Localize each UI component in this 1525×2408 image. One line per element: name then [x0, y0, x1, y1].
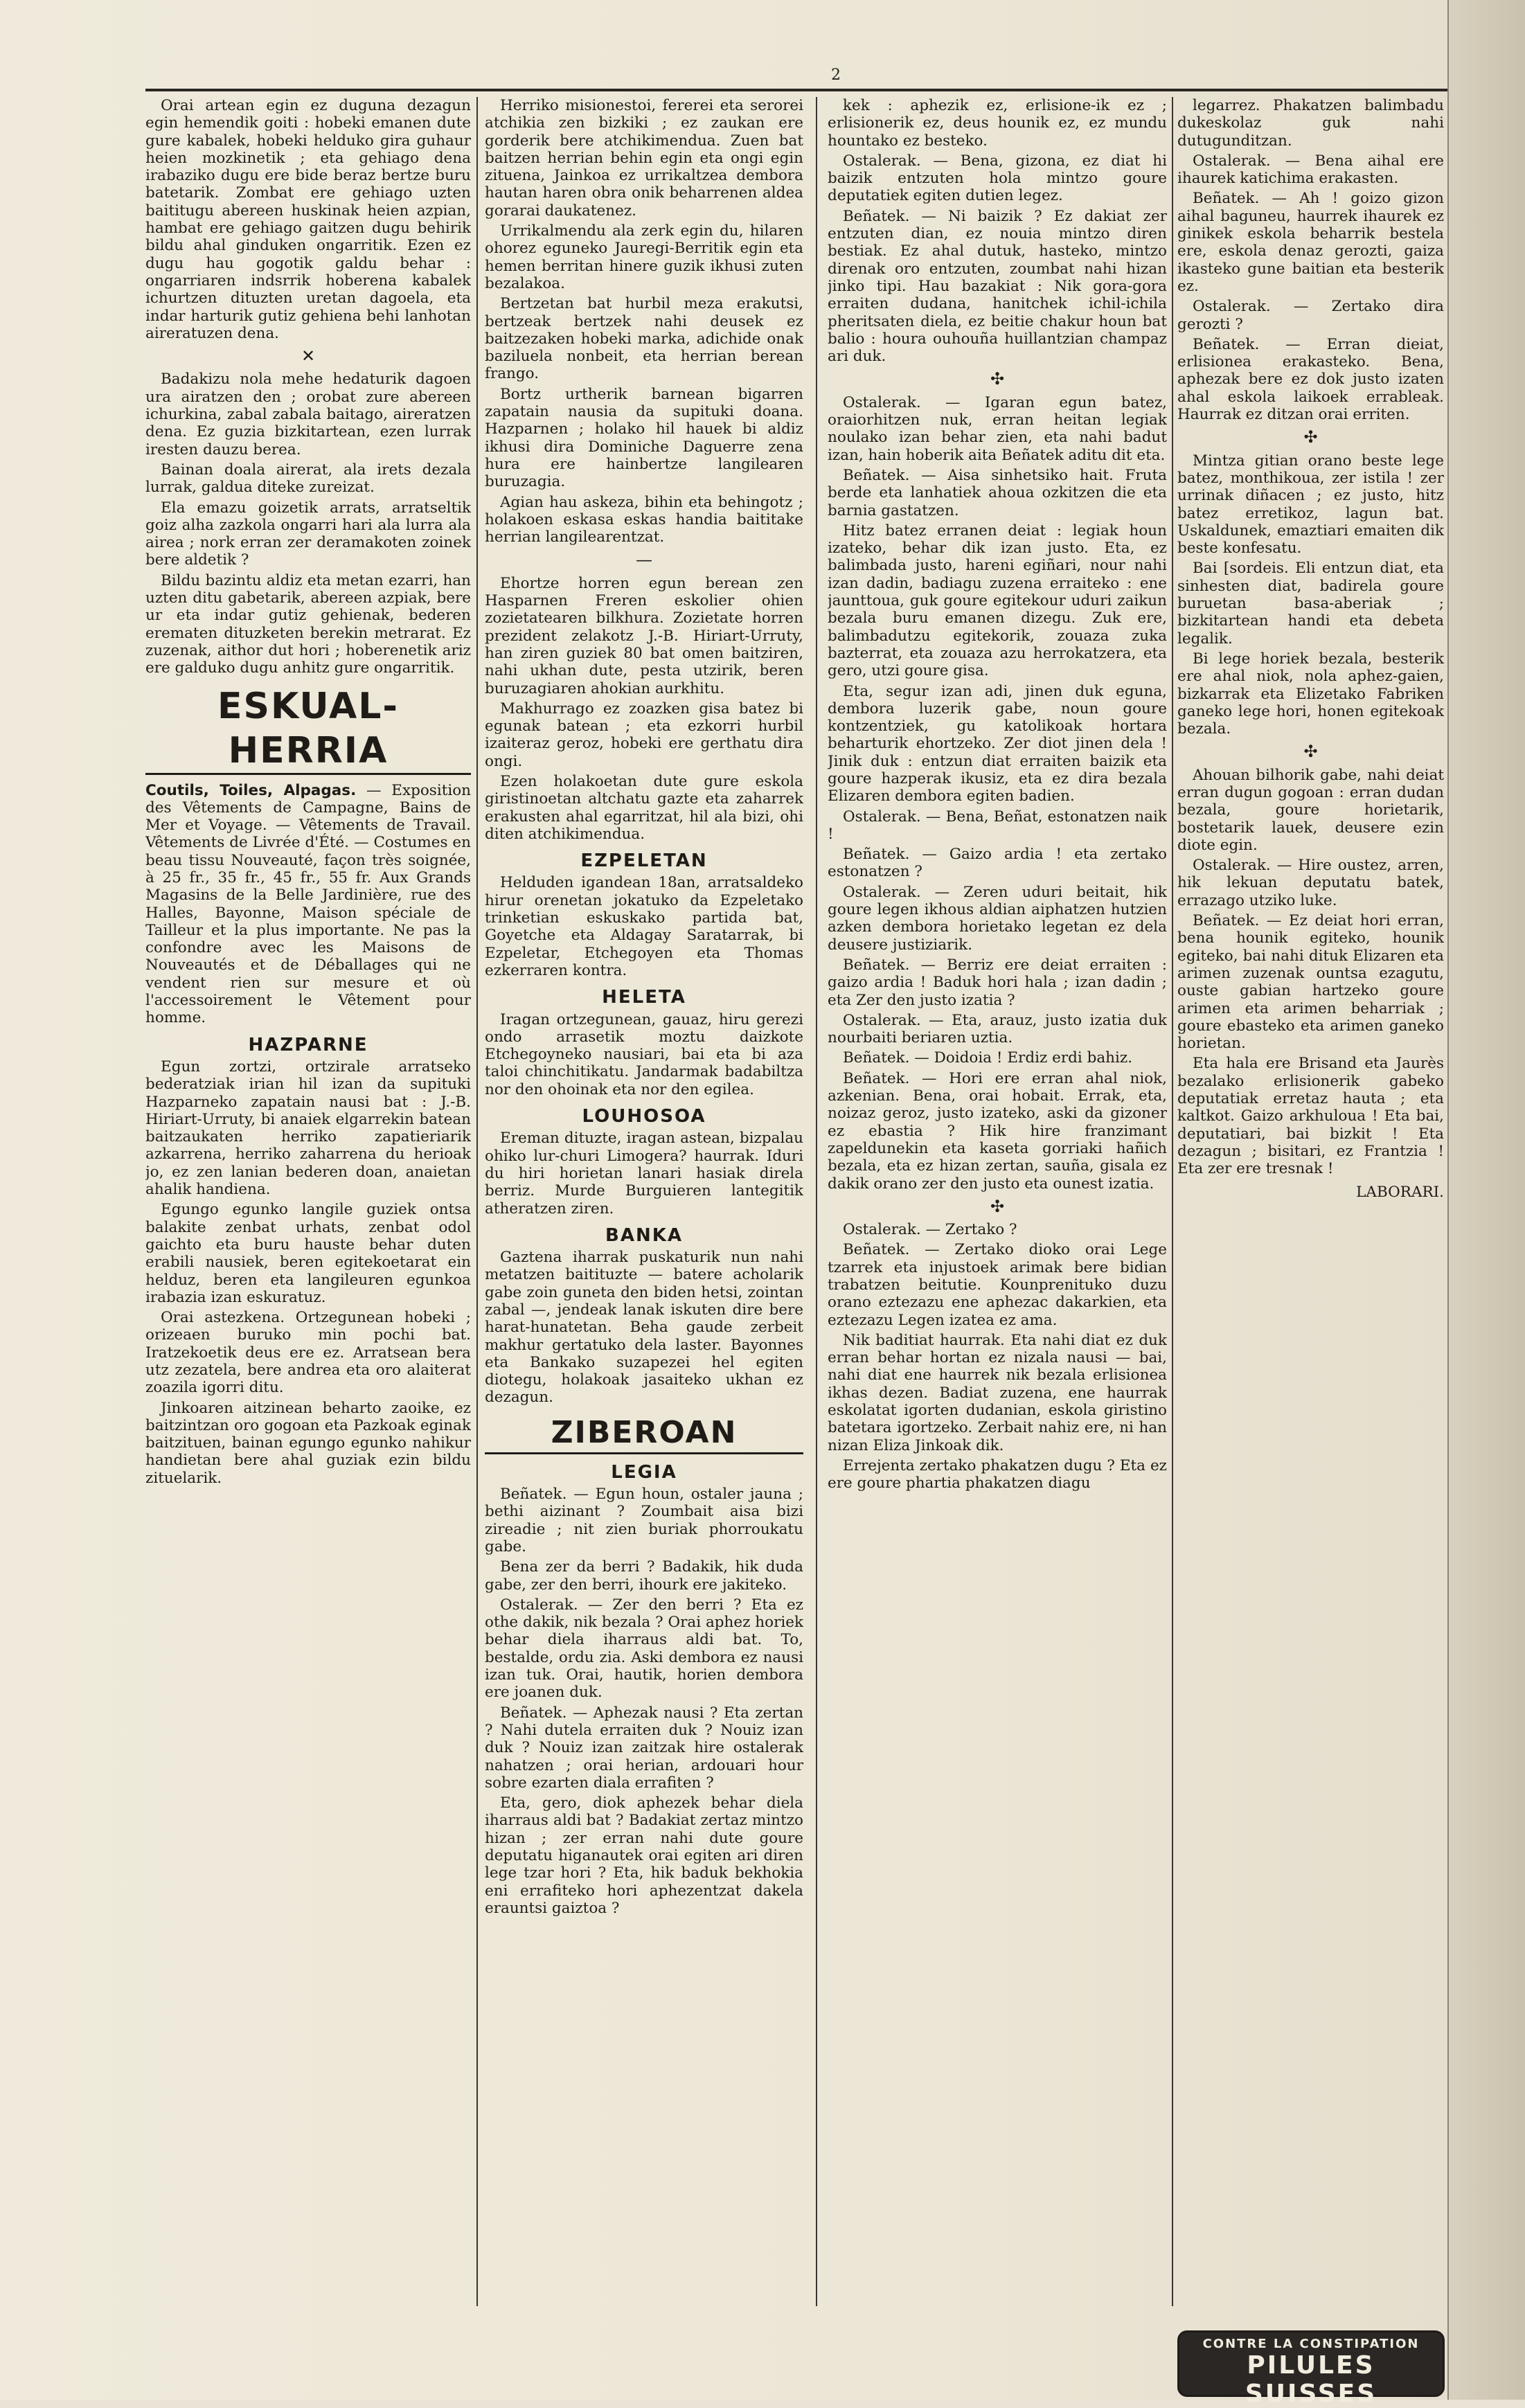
separator-rule: —: [636, 550, 652, 570]
column-rule-1: [476, 97, 478, 2306]
advertisement: [145, 782, 471, 1027]
paragraph: Ostalerak. — Hire oustez, arren, hik lekuan deputatu batek, errazago utziko luke.: [1177, 857, 1444, 909]
separator-cross: ✕: [301, 346, 316, 366]
paragraph: Bi lege horiek bezala, besterik ere ahal niok, nola aphez-gaien, bizkarrak eta Elizetako Fabriken ganeko lege hori, honen egitekoak bezala.: [1177, 650, 1444, 738]
paragraph: Makhurrago ez zoazken gisa batez bi egunak batean ; eta ezkorri hurbil izaiteraz geroz, hobeki ere gerthatu dira ongi.: [485, 699, 803, 770]
paragraph: Eta hala ere Brisand eta Jaurès bezalako erlisionerik gabeko deputatiak erretaz hauta ; eta kaltkot. Gaizo arkhuloua ! Eta bai, deputatiari, bai bizkit ! Eta dezagun ; bisitari, ez Frantzia ! Eta zer ere tresnak !: [1177, 1055, 1444, 1178]
separator-ornament: ✣: [990, 1196, 1005, 1216]
paragraph: Bai [sordeis. Eli entzun diat, eta sinhesten diat, badirela goure buruetan basa-aberiak ; bizkitartean handi eta debeta legalik.: [1177, 560, 1444, 648]
separator-ornament: ✣: [990, 369, 1005, 389]
paragraph: Beñatek. — Aisa sinhetsiko hait. Fruta berde eta lanhatiek ahoua ozkitzen die eta barnia gastatzen.: [828, 466, 1167, 519]
paragraph: Orai astezkena. Ortzegunean hobeki ; orizeaen buruko min pochi bat. Iratzekoetik deus ere ez. Arratsean bera utz zezatela, bere andrea eta oro alaiterat zoazila igorri ditu.: [145, 1309, 471, 1397]
paragraph: Mintza gitian orano beste lege batez, monthikoua, zer istila ! zer urrinak diñacen ; ez justo, hitz batez erretikoz, lagun bat. Uskaldunek, emaztiari emaiten dik beste konfesatu.: [1177, 452, 1444, 558]
paragraph: Orai artean egin ez duguna dezagun egin hemendik goiti : hobeki emanen dute gure kabalek, hobeki helduko gira guhaur heien mozkinetik ; eta gehiago dena irabaziko dugu ere bide beraz bertze buru batetarik. Zombat ere gehiago uzten baititugu abereen huskinak heien azpian, hambat ere gehiago gaitzen dugu behirik bildu ahal ginduken ongarritik. Ezen ez dugu hau gogotik galdu behar : ongarriaren indsrrik hoberena kabalek ichurtzen dituzten uretan dagoela, eta indar harturik gutiz gehiena behi lanhotan aireratuzen dena.: [145, 97, 471, 342]
column-2: [485, 97, 803, 2327]
paragraph: Beñatek. — Berriz ere deiat erraiten : gaizo ardia ! Baduk hori hala ; izan dadin ; eta Zer den justo izatia ?: [828, 956, 1167, 1009]
paragraph: Errejenta zertako phakatzen dugu ? Eta ez ere goure phartia phakatzen diagu: [828, 1456, 1167, 1492]
section-masthead-ziberoan: ZIBEROAN: [485, 1413, 803, 1454]
paragraph: Hitz batez erranen deiat : legiak houn izateko, behar dik izan justo. Eta, ez balimbada justo, hareni egiñari, nour nahi izan dadin, badiagu zuzena erraiteko : ene jaunttoua, guk goure egitekour uduri zaikun bezala buru emanen dizegu. Zuk ere, balimbadutzu egitekorik, zouaza zuka bazterrat, eta zouaza azu herrokatzera, eta gero, utzi goure gisa.: [828, 521, 1167, 680]
paragraph: Bildu bazintu aldiz eta metan ezarri, han uzten ditu gabetarik, abereen azpiak, bere ur eta indar gutiz gehienak, bederen erematen dituzketen berekin metrarat. Ez zuzenak, aithor dut hori ; hoberenetik ariz ere galduko dugu anhitz gure ongarritik.: [145, 571, 471, 677]
column-3: [828, 97, 1167, 2327]
signature: LABORARI.: [1356, 1183, 1444, 1201]
paragraph: Bena zer da berri ? Badakik, hik duda gabe, zer den berri, ihourk ere jakiteko.: [485, 1558, 803, 1594]
paragraph: Badakizu nola mehe hedaturik dagoen ura airatzen den ; orobat zure abereen ichurkina, zabal zabala baitago, aireratzen dena. Ez guzia bizkitartean, ezen lurrak iresten dauzu berea.: [145, 371, 471, 458]
heading-hazparne: HAZPARNE: [248, 1034, 368, 1055]
paragraph: Herriko misionestoi, fererei eta serorei atchikia zen bizkiki ; ez zaukan ere gorderik bere atchikimendua. Zuen bat baitzen herrian behin egin eta ongi egin zituena, Jainkoa ez urrikaltzea dembora hautan haren obra onik beharrenen aldea gorarai daukatenez.: [485, 97, 803, 220]
paragraph: Eta, segur izan adi, jinen duk eguna, dembora luzerik gabe, noun goure kontzentziek, gu katolikoak hortara beharturik ehortzeko. Zer diot jinen dela ! Jinik duk : entzun diat erraiten baizik eta goure hazperak ikusiz, eta ez dira bezala Elizaren dembora egiten badien.: [828, 682, 1167, 805]
heading-banka: BANKA: [605, 1224, 683, 1246]
column-rule-2: [816, 97, 817, 2306]
heading-heleta: HELETA: [602, 987, 686, 1008]
paragraph: Gaztena iharrak puskaturik nun nahi metatzen baitituzte — batere acholarik gabe zoin guneta den biden hetsi, zointan zabal —, jendeak lanak iskuten dire bere harat-hunatetan. Beha gaude zerbeit makhur gertatuko dela laster. Bayonnes eta Bankako suzapezei hel egiten diotegu, holakoak jasaiteko ukhan ez dezagun.: [485, 1249, 803, 1407]
paragraph: Ostalerak. — Igaran egun batez, oraiorhitzen nuk, erran heitan legiak noulako izan behar zien, eta nahi badut izan, hain hoberik aita Beñatek aditu dit eta.: [828, 393, 1167, 464]
badge-subtitle: CONTRE LA CONSTIPATION: [1202, 2337, 1420, 2351]
paragraph: Agian hau askeza, bihin eta behingotz ; holakoen eskasa eskas handia baititake herrian langilearentzat.: [485, 493, 803, 546]
page-number: 2: [831, 66, 841, 84]
badge-title: PILULES SUISSES: [1245, 2351, 1377, 2408]
heading-louhosoa: LOUHOSOA: [582, 1106, 706, 1127]
heading-legia: LEGIA: [611, 1461, 677, 1483]
separator-ornament: ✣: [1303, 742, 1318, 762]
column-1: [145, 97, 471, 2327]
paragraph: Bainan doala airerat, ala irets dezala lurrak, galdua diteke zureizat.: [145, 461, 471, 497]
paragraph: Ostalerak. — Zeren uduri beitait, hik goure legen ikhous aldian aiphatzen hutzien azken dembora horietako legetan ez dela deusere justiziarik.: [828, 883, 1167, 954]
paragraph: Ezen holakoetan dute gure eskola giristinoetan altchatu gazte eta zaharrek erakusten ahal egarritzat, hil ala bizi, ohi diten atchikimendua.: [485, 772, 803, 843]
paragraph: Eta, gero, diok aphezek behar diela iharraus aldi bat ? Badakiat zertaz mintzo hizan ; zer erran nahi dute goure deputatu higanautek orai egiten ari diren lege tzar hori ? Eta, hik baduk bekhokia eni errafiteko hori aphezentzat dakela erauntsi gaiztoa ?: [485, 1794, 803, 1917]
paragraph: Ereman dituzte, iragan astean, bizpalau ohiko lur-churi Limogera? haurrak. Iduri du hiri horietan lanari hasiak direla berriz. Murde Burguieren lantegitik atheratzen ziren.: [485, 1130, 803, 1218]
paragraph: Ostalerak. — Eta, arauz, justo izatia duk nourbaiti beriaren uztia.: [828, 1011, 1167, 1047]
column-rule-3: [1172, 97, 1173, 2306]
paragraph: Bortz urtherik barnean bigarren zapatain nausia da supituki doana. Hazparnen ; holako hil hauek bi aldiz ikhusi dira Dominiche Daguerre zena hura ere hainbertze langilearen buruzagia.: [485, 385, 803, 491]
paragraph: Ostalerak. — Bena, Beñat, estonatzen naik !: [828, 808, 1167, 843]
paragraph: Beñatek. — Zertako dioko orai Lege tzarrek eta injustoek arimak bere bidian trabatzen beitutie. Kounprenituko duzu orano eztezazu ene aphezac dakarkien, eta eztezazu Legen izatea ez ama.: [828, 1241, 1167, 1329]
paragraph: Ostalerak. — Bena, gizona, ez diat hi baizik entzuten hola mintzo goure deputatiek egiten dutien legez.: [828, 152, 1167, 205]
paragraph: Beñatek. — Gaizo ardia ! eta zertako estonatzen ?: [828, 846, 1167, 881]
pilules-suisses-advertisement: [1177, 2330, 1445, 2408]
paragraph: Beñatek. — Ah ! goizo gizon aihal baguneu, haurrek ihaurek ez ginikek eskola beharrik bestela ere, eskola denaz gerozti, gaiza ikasteko gune baitian eta besterik ez.: [1177, 190, 1444, 295]
paragraph: Ela emazu goizetik arrats, arratseltik goiz alha zazkola ongarri hari ala lurra ala airea ; nork erran zer deramakoten zoinek bere aldetik ?: [145, 499, 471, 569]
page-fold-edge: [1447, 0, 1525, 2400]
section-masthead-eskual-herria: ESKUAL-HERRIA: [145, 684, 471, 775]
paragraph: Iragan ortzegunean, gauaz, hiru gerezi ondo arrasetik moztu daizkote Etchegoyneko nausiari, bai eta bi aza taloi chinchitikatu. Jandarmak badabiltza nor den ohoinak eta nor den egilea.: [485, 1010, 803, 1098]
paragraph: Bertzetan bat hurbil meza erakutsi, bertzeak bertzek nahi deusek ez baitzezaken hobeki marka, adichide onak baziluela nonbeit, eta herrian berean frango.: [485, 295, 803, 383]
paragraph: Urrikalmendu ala zerk egin du, hilaren ohorez eguneko Jauregi-Berritik egin eta hemen berritan hinere guzik ikhusi zuten bezalakoa.: [485, 222, 803, 292]
top-rule: [145, 89, 1447, 91]
ad-title: Coutils, Toiles, Alpagas.: [145, 781, 357, 799]
paragraph: Ehortze horren egun berean zen Hasparnen Freren eskolier ohien zozietatearen bilkhura. Zozietate horren prezident zelakotz J.-B. Hiriart-Urruty, han ziren guziek 80 bat omen baitziren, nahi ukhan dute, pesta utzirik, beren buruzagiaren ahokian aurkhitu.: [485, 574, 803, 697]
paragraph: Beñatek. — Doidoia ! Erdiz erdi bahiz.: [843, 1049, 1133, 1067]
paragraph: Jinkoaren aitzinean beharto zaoike, ez baitzintzan oro gogoan eta Pazkoak eginak baitzituen, bainan egungo egunko nahikur handietan bere ahal guziak ezin bildu zituelarik.: [145, 1399, 471, 1487]
paragraph: Beñatek. — Aphezak nausi ? Eta zertan ? Nahi dutela erraiten duk ? Nouiz izan duk ? Nouiz izan zaitzak hire ostalerak nahatzen ; orai herian, ardouari hour sobre ezarten diala errafiten ?: [485, 1704, 803, 1792]
paragraph: Ostalerak. — Zer den berri ? Eta ez othe dakik, nik bezala ? Orai aphez horiek behar diela iharraus aldi bat. To, bestalde, ordu zia. Aski dembora ez nausi izan tuk. Orai, hautik, horien dembora ere joanen duk.: [485, 1596, 803, 1702]
paragraph: Beñatek. — Erran dieiat, erlisionea erakasteko. Bena, aphezak bere ez dok justo izaten ahal eskola laikoek errableak. Haurrak ez ditzan orai erriten.: [1177, 335, 1444, 424]
paragraph: Beñatek. — Egun houn, ostaler jauna ; bethi aizinant ? Zoumbait aisa bizi zireadie ; nit zien buriak phorroukatu gabe.: [485, 1486, 803, 1555]
paragraph: legarrez. Phakatzen balimbadu dukeskolaz guk nahi dutugunditzan.: [1177, 97, 1444, 150]
separator-ornament: ✣: [1303, 427, 1318, 447]
paragraph: Helduden igandean 18an, arratsaldeko hirur orenetan jokatuko da Ezpeletako trinketian eskuskako partida bat, Goyetche eta Aldagay Saratarrak, bi Ezpeletar, Etchegoyen eta Thomas ezkerraren kontra.: [485, 874, 803, 979]
paragraph: Beñatek. — Hori ere erran ahal niok, azkenian. Bena, orai hobait. Errak, eta, noizaz geroz, justo izateko, aski da gizoner ez ebastia ? Hik hire franzimant zapeldunekin eta kaseta gorriaki hañich bezala, eta ez hizan zertan, sauña, gisala ez dakik orano zer den justo eta ounest izatia.: [828, 1069, 1167, 1193]
paragraph: Ostalerak. — Zertako ?: [843, 1221, 1017, 1239]
paragraph: Beñatek. — Ni baizik ? Ez dakiat zer entzuten dian, ez nouia mintzo diren bestiak. Ez ahal dutuk, hasteko, mintzo direnak oro entzuten, zoumbat nahi hizan jinko tipi. Hau bazakiat : Nik gora-gora erraiten dudana, hanitchek ichil-ichila pheritsaten diela, ez beitie chakur houn bat balio : houra ouhouña huillantzian champaz ari duk.: [828, 207, 1167, 366]
paragraph: Nik baditiat haurrak. Eta nahi diat ez duk erran behar hortan ez nizala nausi — bai, nahi diat ene haurrek nik bezala erlisionea ikhas dezen. Badiat zuzena, ene haurrak eskolatat igorten dudanian, eskola giristino batetara igortzeko. Zerbait nahiz ere, ni han nizan Eliza Jinkoak dik.: [828, 1331, 1167, 1454]
paragraph: Ostalerak. — Bena aihal ere ihaurek katichima erakasten.: [1177, 152, 1444, 188]
paragraph: Ahouan bilhorik gabe, nahi deiat erran dugun gogoan : erran dudan bezala, goure horietarik, bostetarik lauek, deusere ezin diote egin.: [1177, 766, 1444, 854]
ad-text: — Exposition des Vêtements de Campagne, Bains de Mer et Voyage. — Vêtements de Travail. Vêtements de Livrée d'Été. — Costumes en beau tissu Nouveauté, façon très soignée, à 25 fr., 35 fr., 45 fr., 55 fr. Aux Grands Magasins de la Belle Jardinière, rue des Halles, Bayonne, Maison spéciale de Tailleur et la plus importante. Ne pas la confondre avec les Maisons de Nouveautés et de Déballages qui ne vendent rien sur mesure et où l'accessoirement le Vêtement pour homme.: [145, 781, 471, 1027]
paragraph: Beñatek. — Ez deiat hori erran, bena hounik egiteko, hounik egiteko, bai nahi dituk Elizaren eta arimen zuzenak ountsa ezagutu, ouste gabian hartzeko goure arimen eta arimen beharriak ; goure ebasteko eta arimen ganeko horietan.: [1177, 912, 1444, 1053]
heading-ezpeletan: EZPELETAN: [580, 850, 708, 872]
paragraph: Egungo egunko langile guziek ontsa balakite zenbat urhats, zenbat odol gaichto eta buru hauste behar duten erabili nausiek, beren egitekoetarat ein helduz, beren eta langileuren egunkoa irabazia izan eskuratuz.: [145, 1201, 471, 1306]
column-4: [1177, 97, 1444, 2355]
paragraph: Egun zortzi, ortzirale arratseko bederatziak irian hil izan da supituki Hazparneko zapatain nausi bat : J.-B. Hiriart-Urruty, bi anaiek elgarrekin batean baitzaukaten herriko zapatieriarik azkarrena, herriko zaharrena du herioak jo, ez zen lanian bederen doan, anaietan ahalik handiena.: [145, 1058, 471, 1199]
paragraph: kek : aphezik ez, erlisione-ik ez ; erlisionerik ez, deus hounik ez, ez mundu hountako ez besteko.: [828, 97, 1167, 150]
paragraph: Ostalerak. — Zertako dira gerozti ?: [1177, 298, 1444, 333]
